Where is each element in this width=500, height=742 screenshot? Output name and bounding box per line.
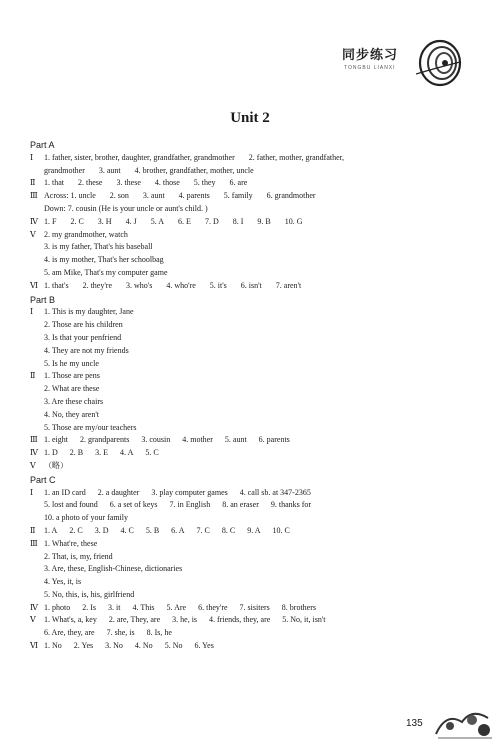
section-number: Ⅵ	[30, 641, 39, 651]
answer-item: 1. This is my daughter, Jane	[44, 307, 134, 317]
answer-item: Across: 1. uncle	[44, 191, 96, 201]
answer-item: 4. is my mother, That's her schoolbag	[44, 255, 164, 265]
answer-item: 10. a photo of your family	[44, 513, 128, 523]
answer-item: 5. they	[193, 178, 216, 188]
section-number: Ⅳ	[30, 448, 38, 458]
answer-item: 9. thanks for	[270, 500, 312, 510]
answer-item: 1. What's, a, key	[44, 615, 97, 625]
answer-item: 5. No	[164, 641, 183, 651]
answer-line	[30, 396, 480, 409]
answer-item: 3. these	[116, 178, 141, 188]
page-number: 135	[406, 718, 423, 729]
section-number: Ⅴ	[30, 615, 36, 625]
section-number	[30, 627, 44, 640]
answer-line	[30, 358, 480, 371]
answer-item: 8. I	[232, 216, 244, 226]
answer-line	[30, 165, 480, 178]
answer-line	[30, 370, 480, 383]
answer-item: 3. D	[94, 525, 109, 535]
answer-item: 3. H	[97, 216, 112, 226]
answer-item: 2. son	[109, 191, 129, 201]
answer-line	[30, 576, 480, 589]
answer-line	[30, 267, 480, 280]
answer-line	[30, 409, 480, 422]
answer-item: 2. father, mother, grandfather,	[248, 152, 344, 162]
answer-item: 5. No, this, is, his, girlfriend	[44, 589, 135, 599]
answer-line	[30, 319, 480, 332]
answer-item: 1. that's	[44, 280, 69, 290]
part-label: Part B	[30, 294, 56, 305]
answer-item: 5. lost and found	[44, 500, 98, 510]
answer-item: 7. she, is	[106, 628, 135, 638]
answer-item: 5. Is he my uncle	[44, 358, 99, 368]
section-number	[30, 267, 44, 280]
footer-decoration-icon	[432, 704, 496, 742]
answer-item: 2. a daughter	[97, 487, 140, 497]
section-number	[30, 345, 44, 358]
section-number	[30, 165, 44, 178]
section-number	[30, 576, 44, 589]
header-logo	[342, 38, 462, 98]
section-number: Ⅴ	[30, 460, 36, 470]
answer-item: 10. G	[284, 216, 303, 226]
answer-item: 2. C	[69, 525, 83, 535]
section-number: Ⅱ	[30, 178, 36, 188]
answer-item: 1. D	[44, 448, 58, 458]
page-title: Unit 2	[230, 110, 270, 126]
section-number: Ⅱ	[30, 525, 36, 535]
answer-item: 3. he, is	[172, 615, 198, 625]
section-number: Ⅰ	[30, 487, 34, 497]
answer-item: 2. are, They, are	[108, 615, 161, 625]
answer-item: 2. my grandmother, watch	[44, 229, 128, 239]
answer-line	[30, 614, 480, 627]
answer-item: 6. are	[229, 178, 248, 188]
answer-item: 6. A	[171, 525, 185, 535]
answer-item: 8. C	[221, 525, 236, 535]
answer-item: 1. that	[44, 178, 64, 188]
answer-item: 3. Are these chairs	[44, 396, 104, 406]
section-number	[30, 589, 44, 602]
answer-item: 1. A	[44, 525, 58, 535]
answer-line	[30, 152, 480, 165]
answer-item: （略）	[44, 460, 68, 470]
answer-line	[30, 345, 480, 358]
section-number: Ⅳ	[30, 216, 38, 226]
answer-line	[30, 241, 480, 254]
answer-item: 6. Yes	[194, 641, 214, 651]
section-number: Ⅰ	[30, 152, 34, 162]
answer-item: 5. No, it, isn't	[282, 615, 326, 625]
answer-item: 2. Those are his children	[44, 320, 123, 330]
answer-item: 6. isn't	[240, 280, 262, 290]
answer-item: Down: 7. cousin (He is your uncle or aunt's child. )	[44, 203, 208, 213]
section-number	[30, 563, 44, 576]
answer-item: 3. cousin	[141, 435, 171, 445]
answer-item: 3. No	[105, 641, 123, 651]
answer-item: 4. This	[132, 602, 155, 612]
section-number	[30, 254, 44, 267]
section-number	[30, 422, 44, 435]
answer-item: 3. aunt	[98, 165, 121, 175]
section-number: Ⅱ	[30, 371, 36, 381]
answer-item: 7. aren't	[275, 280, 302, 290]
answer-item: 6. Are, they, are	[44, 628, 95, 638]
answer-item: 9. B	[257, 216, 271, 226]
answer-line	[30, 434, 480, 447]
section-number: Ⅲ	[30, 435, 38, 445]
answer-item: 4. C	[120, 525, 134, 535]
answer-line	[30, 512, 480, 525]
answer-item: 4. A	[120, 448, 134, 458]
answer-line	[30, 190, 480, 203]
answer-item: 2. Yes	[73, 641, 94, 651]
answer-item: 5. Those are my/our teachers	[44, 422, 137, 432]
answer-item: 5. it's	[209, 280, 227, 290]
answer-item: 4. those	[154, 178, 180, 188]
answer-item: 1. photo	[44, 602, 71, 612]
section-number: Ⅳ	[30, 602, 38, 612]
part-label: Part A	[30, 140, 55, 150]
answer-line	[30, 602, 480, 615]
answer-item: 4. who're	[166, 280, 196, 290]
answer-line	[30, 551, 480, 564]
section-number	[30, 409, 44, 422]
answer-item: 8. brothers	[281, 602, 316, 612]
answer-item: 2. Is	[82, 602, 97, 612]
section-number: Ⅰ	[30, 307, 34, 317]
section-number	[30, 396, 44, 409]
section-number	[30, 203, 44, 216]
answer-line	[30, 589, 480, 602]
answer-item: 4. friends, they, are	[209, 615, 271, 625]
answer-item: 5. Are	[166, 602, 187, 612]
answer-item: 1. F	[44, 216, 57, 226]
answer-item: 2. What are these	[44, 384, 100, 394]
section-number	[30, 332, 44, 345]
answer-item: 5. A	[150, 216, 165, 226]
answer-item: 2. C	[70, 216, 84, 226]
answer-item: 10. C	[272, 525, 290, 535]
answer-item: 5. B	[145, 525, 160, 535]
answer-line	[30, 216, 480, 229]
answer-item: 7. D	[204, 216, 219, 226]
answer-item: 7. sisiters	[239, 602, 270, 612]
answer-item: 4. J	[125, 216, 137, 226]
answer-line	[30, 177, 480, 190]
answer-item: 6. they're	[198, 602, 228, 612]
answer-item: 5. C	[145, 448, 159, 458]
answer-item: 1. an ID card	[44, 487, 86, 497]
answer-item: 1. eight	[44, 435, 68, 445]
answer-item: 4. parents	[178, 191, 210, 201]
answer-line	[30, 447, 480, 460]
answer-item: 3. aunt	[142, 191, 165, 201]
answer-item: 4. call sb. at 347-2365	[239, 487, 311, 497]
answer-item: 6. E	[178, 216, 191, 226]
target-swirl-icon	[416, 38, 462, 88]
answer-item: 4. mother	[182, 435, 213, 445]
section-number	[30, 499, 44, 512]
answer-item: 1. Those are pens	[44, 371, 100, 381]
section-number	[30, 358, 44, 371]
answer-item: 7. in English	[169, 500, 211, 510]
answer-item: 1. No	[44, 641, 62, 651]
section-number: Ⅵ	[30, 280, 39, 290]
answer-line	[30, 563, 480, 576]
section-number: Ⅲ	[30, 538, 38, 548]
answer-line	[30, 306, 480, 319]
section-number	[30, 319, 44, 332]
answer-line	[30, 499, 480, 512]
answer-line	[30, 487, 480, 500]
answer-item: 3. it	[108, 602, 121, 612]
answer-line	[30, 229, 480, 242]
answer-item: 3. Is that your penfriend	[44, 332, 122, 342]
logo-subtitle: TONGBU LIANXI	[344, 65, 396, 71]
answer-line	[30, 203, 480, 216]
answer-item: 4. brother, grandfather, mother, uncle	[134, 165, 254, 175]
answer-item: 3. is my father, That's his baseball	[44, 242, 153, 252]
answer-line	[30, 254, 480, 267]
answer-line	[30, 538, 480, 551]
answer-item: 6. grandmother	[266, 191, 316, 201]
answer-item: 2. these	[78, 178, 103, 188]
section-number	[30, 383, 44, 396]
section-number	[30, 241, 44, 254]
answer-item: 4. Yes, it, is	[44, 577, 82, 587]
answer-item: 1. What're, these	[44, 538, 98, 548]
part-label: Part C	[30, 474, 56, 485]
answer-item: 6. a set of keys	[109, 500, 158, 510]
answer-line	[30, 383, 480, 396]
section-number: Ⅴ	[30, 229, 36, 239]
answer-item: 2. That, is, my, friend	[44, 551, 113, 561]
answer-item: 3. E	[95, 448, 109, 458]
answer-item: 4. No	[134, 641, 153, 651]
answer-line	[30, 640, 480, 653]
answer-item: 2. they're	[82, 280, 112, 290]
answer-item: 1. father, sister, brother, daughter, grandfather, grandmother	[44, 152, 235, 162]
answer-item: 2. B	[69, 448, 84, 458]
answer-item: 5. aunt	[224, 435, 247, 445]
answer-item: 3. play computer games	[151, 487, 228, 497]
answer-item: 4. No, they aren't	[44, 409, 99, 419]
answer-item: 8. an eraser	[222, 500, 259, 510]
answer-line	[30, 627, 480, 640]
answer-item: 6. parents	[258, 435, 290, 445]
answer-item: 2. grandparents	[80, 435, 130, 445]
answer-item: 5. am Mike, That's my computer game	[44, 267, 168, 277]
answer-item: grandmother	[44, 165, 85, 175]
answer-item: 4. They are not my friends	[44, 345, 129, 355]
answer-line	[30, 422, 480, 435]
answer-item: 8. Is, he	[146, 628, 172, 638]
logo-text: 同步练习	[342, 48, 399, 63]
answer-item: 3. who's	[126, 280, 153, 290]
answer-line	[30, 460, 480, 473]
answer-line	[30, 280, 480, 293]
section-number: Ⅲ	[30, 191, 38, 201]
section-number	[30, 512, 44, 525]
answer-item: 9. A	[247, 525, 261, 535]
answer-item: 5. family	[223, 191, 253, 201]
answer-line	[30, 525, 480, 538]
answer-key	[30, 138, 480, 653]
section-number	[30, 551, 44, 564]
answer-line	[30, 332, 480, 345]
answer-item: 3. Are, these, English-Chinese, dictionaries	[44, 564, 183, 574]
answer-item: 7. C	[196, 525, 210, 535]
